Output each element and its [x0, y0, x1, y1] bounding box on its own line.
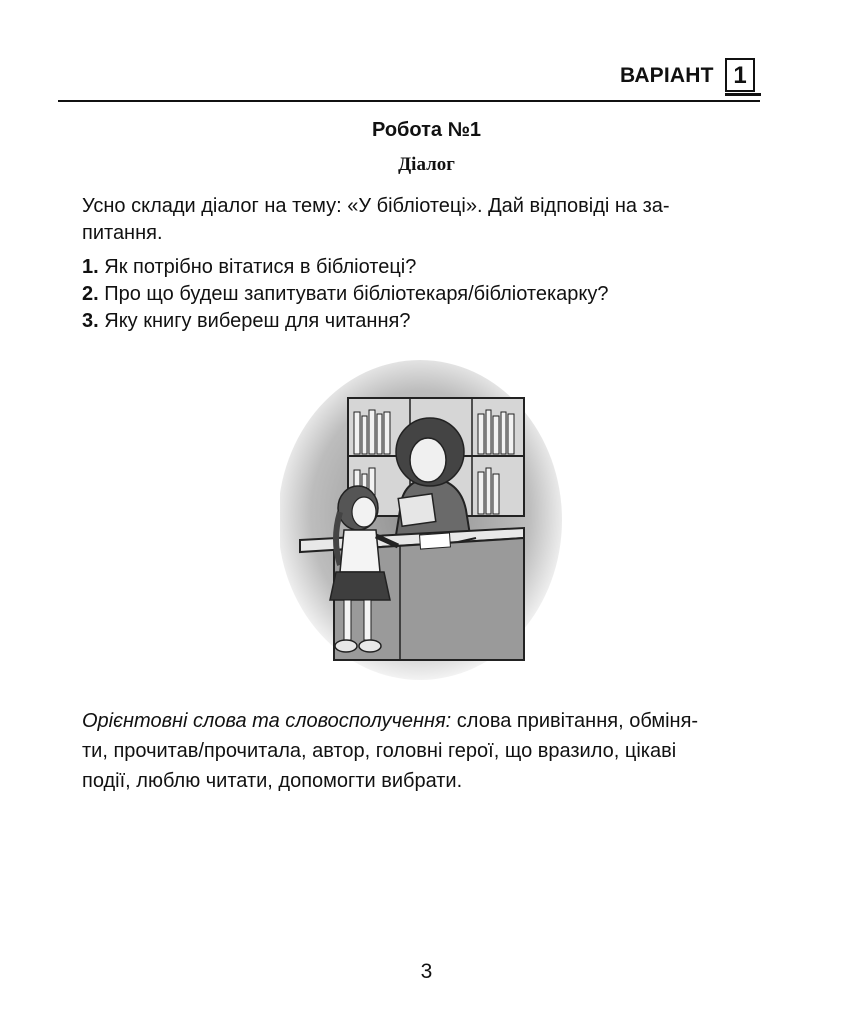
instruction-line-2: питання.	[82, 222, 163, 244]
reference-words	[82, 706, 772, 796]
reference-words-label: Орієнтовні слова та словосполучення:	[82, 710, 452, 732]
reference-words-line-1-rest: слова привітання, обміня-	[451, 710, 699, 732]
instruction-text	[82, 193, 762, 247]
work-title: Робота №1	[371, 119, 482, 141]
work-subtitle: Діалог	[398, 154, 455, 175]
header-divider	[58, 100, 760, 102]
reference-words-line-3: події, люблю читати, допомогти вибрати.	[82, 770, 463, 792]
variant-number-box: 1	[725, 58, 755, 92]
question-text: Яку книгу вибереш для читання?	[104, 310, 411, 332]
question-number: 3.	[82, 310, 99, 332]
variant-label: ВАРІАНТ	[620, 64, 714, 87]
reference-words-line-2: ти, прочитав/прочитала, автор, головні герої, що вразило, цікаві	[82, 740, 677, 762]
page-number: 3	[420, 960, 433, 983]
instruction-line-1: Усно склади діалог на тему: «У бібліотеці». Дай відповіді на за-	[82, 195, 670, 217]
question-text: Про що будеш запитувати бібліотекаря/бібліотекарку?	[104, 283, 609, 305]
library-scene-illustration	[280, 360, 570, 690]
question-text: Як потрібно вітатися в бібліотеці?	[104, 256, 417, 278]
question-item	[82, 281, 772, 308]
question-item	[82, 254, 772, 281]
reference-words-line-1	[82, 706, 772, 736]
question-number: 1.	[82, 256, 99, 278]
question-item	[82, 308, 772, 335]
question-number: 2.	[82, 283, 99, 305]
questions-list	[82, 254, 772, 335]
